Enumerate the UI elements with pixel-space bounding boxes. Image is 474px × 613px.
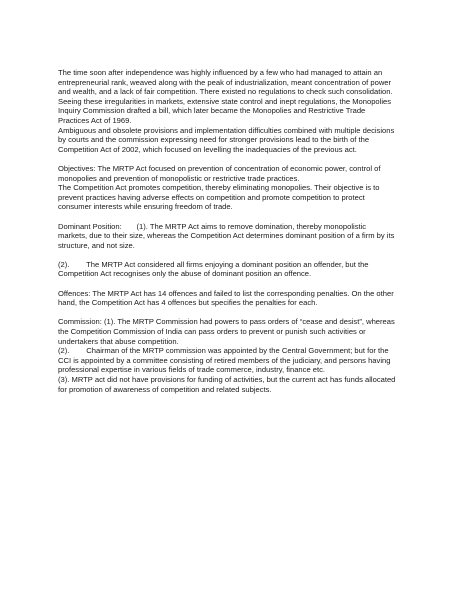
text-line: the Competition Commission of India can pass orders to prevent or punish such activities or — [58, 327, 366, 337]
text-line: Competition Act recognises only the abuse of dominant position an offence. — [58, 269, 312, 279]
text-line: undertakers that abuse competition. — [58, 336, 179, 346]
text-line: Offences: The MRTP Act has 14 offences and failed to list the corresponding penalties. On the other — [58, 288, 394, 298]
text-line: Ambiguous and obsolete provisions and implementation difficulties combined with multiple decisions — [58, 125, 395, 135]
text-line: Competition Act of 2002, which focused on levelling the inadequacies of the previous act. — [58, 144, 357, 154]
text-line: for promotion of awareness of competition and related subjects. — [58, 384, 272, 394]
text-line: by courts and the commission expressing need for stronger provisions lead to the birth of the — [58, 135, 370, 145]
paragraph-gap — [58, 154, 418, 164]
text-line: Practices Act of 1969. — [58, 115, 132, 125]
paragraph-gap — [58, 308, 418, 318]
document-body — [58, 68, 418, 394]
text-line: The Competition Act promotes competition, thereby eliminating monopolies. Their objective is to — [58, 183, 380, 193]
paragraph-commission — [58, 317, 418, 394]
paragraph-gap — [58, 279, 418, 289]
paragraph-objectives — [58, 164, 418, 212]
text-line: prevent practices having adverse effects on competition and promote competition to protect — [58, 192, 365, 202]
text-line: Objectives: The MRTP Act focused on prevention of concentration of economic power, control of — [58, 163, 381, 173]
paragraph-history — [58, 68, 418, 154]
text-line: markets, due to their size, whereas the Competition Act determines dominant position of a firm by its — [58, 231, 395, 241]
text-line: hand, the Competition Act has 4 offences but specifies the penalties for each. — [58, 298, 318, 308]
text-line: monopolies and prevention of monopolistic or restrictive trade practices. — [58, 173, 300, 183]
text-line: and wealth, and a lack of fair competition. There existed no regulations to check such consolidation. — [58, 87, 393, 97]
paragraph-gap — [58, 212, 418, 222]
paragraph-dominant-position-2 — [58, 260, 418, 279]
paragraph-offences — [58, 289, 418, 308]
text-line: The time soon after independence was highly influenced by a few who had managed to attain an — [58, 68, 383, 77]
text-line: (2). The MRTP Act considered all firms enjoying a dominant position an offender, but the — [58, 259, 369, 269]
text-line: (3). MRTP act did not have provisions for funding of activities, but the current act has funds allocated — [58, 375, 396, 384]
paragraph-gap — [58, 250, 418, 260]
text-line: Inquiry Commission drafted a bill, which later became the Monopolies and Restrictive Trade — [58, 106, 366, 116]
text-line: CCI is appointed by a committee consisting of retired members of the judiciary, and persons having — [58, 355, 391, 365]
text-line: entrepreneurial rank, weaved along with the peak of industrialization, meant concentration of power — [58, 77, 392, 87]
text-line: Dominant Position: (1). The MRTP Act aims to remove domination, thereby monopolistic — [58, 221, 367, 231]
paragraph-dominant-position — [58, 222, 418, 251]
text-line: Commission: (1). The MRTP Commission had powers to pass orders of “cease and desist”, whereas — [58, 317, 395, 327]
text-line: professional expertise in various fields of trade commerce, industry, finance etc. — [58, 365, 326, 375]
text-line: (2). Chairman of the MRTP commission was appointed by the Central Government; but for the — [58, 346, 389, 356]
text-line: Seeing these irregularities in markets, extensive state control and inept regulations, the Monopolies — [58, 96, 392, 106]
text-line: structure, and not size. — [58, 240, 135, 250]
text-line: consumer interests while ensuring freedom of trade. — [58, 202, 233, 212]
